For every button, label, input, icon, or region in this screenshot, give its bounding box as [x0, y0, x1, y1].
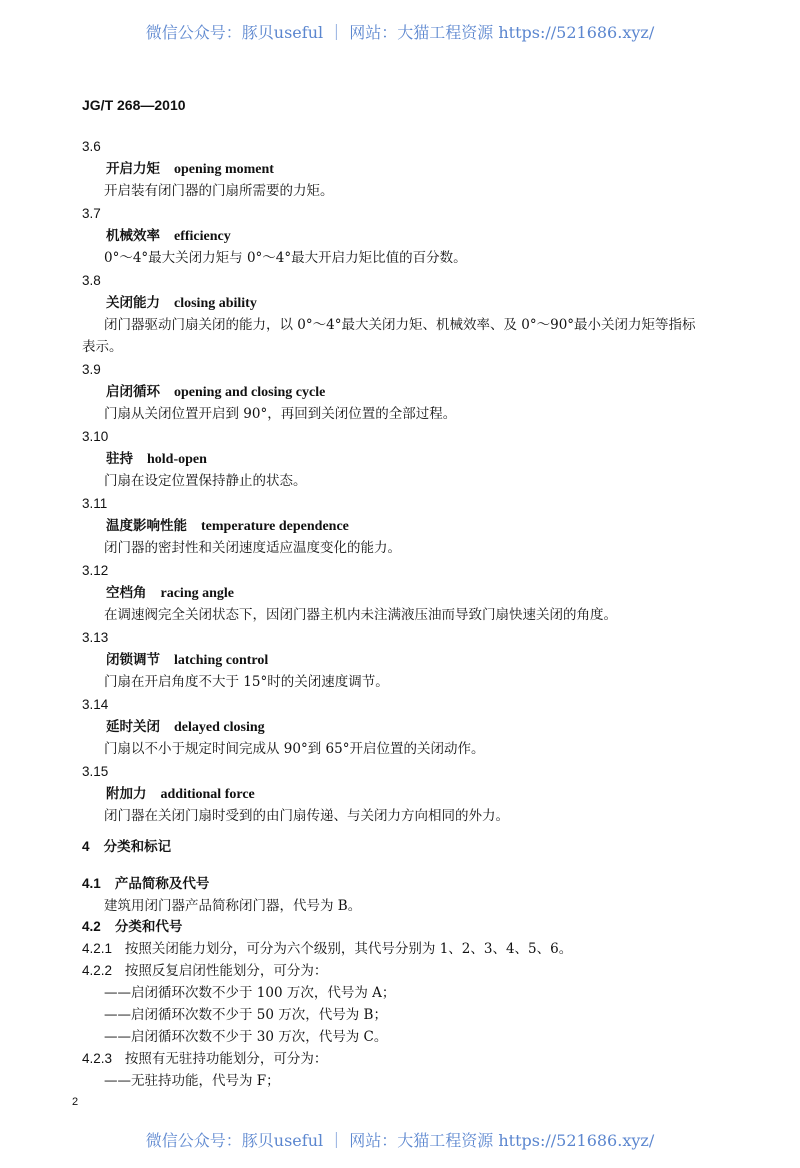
- term-number: 3.11: [82, 496, 108, 511]
- term-number: 3.9: [82, 362, 101, 377]
- term-english: hold-open: [147, 452, 207, 467]
- term-chinese: 温度影响性能: [106, 518, 187, 534]
- term-definition: 在调速阀完全关闭状态下，因闭门器主机内未注满液压油而导致门扇快速关闭的角度。: [104, 607, 617, 623]
- term-heading: [106, 160, 274, 179]
- term-english: temperature dependence: [201, 519, 349, 534]
- term-number: 3.13: [82, 630, 109, 645]
- term-heading: [106, 517, 349, 536]
- section-4-2-3: 4.2.3 按照有无驻持功能划分，可分为：: [82, 1051, 328, 1067]
- section-4-1-text: 建筑用闭门器产品简称闭门器，代号为 B。: [104, 898, 362, 914]
- term-number: 3.7: [82, 206, 101, 221]
- term-number: 3.8: [82, 273, 101, 288]
- term-definition: 闭门器驱动门扇关闭的能力，以 0°～4°最大关闭力矩、机械效率、及 0°～90°最小关闭力矩等指标: [104, 317, 696, 333]
- term-heading: [106, 718, 265, 737]
- term-chinese: 关闭能力: [106, 295, 160, 311]
- term-chinese: 机械效率: [106, 228, 160, 244]
- section-4-heading: 4 分类和标记: [82, 839, 172, 855]
- section-4-2-2: 4.2.2 按照反复启闭性能划分，可分为：: [82, 963, 328, 979]
- term-number: 3.6: [82, 139, 101, 154]
- list-item: ——启闭循环次数不少于 100 万次，代号为 A；: [104, 985, 396, 1001]
- term-definition: 0°～4°最大关闭力矩与 0°～4°最大开启力矩比值的百分数。: [104, 250, 467, 266]
- watermark-header: 微信公众号：豚贝useful ｜ 网站：大猫工程资源 https://521686.xyz/: [145, 23, 655, 42]
- term-heading: [106, 450, 207, 469]
- term-english: efficiency: [174, 229, 231, 244]
- document-code: JG/T 268—2010: [82, 97, 186, 113]
- term-heading: [106, 785, 255, 804]
- term-chinese: 闭锁调节: [106, 652, 160, 668]
- term-chinese: 空档角: [106, 585, 147, 601]
- section-4-1-heading: 4.1 产品简称及代号: [82, 876, 210, 892]
- term-number: 3.10: [82, 429, 109, 444]
- list-item: ——启闭循环次数不少于 30 万次，代号为 C。: [104, 1029, 388, 1045]
- term-english: opening moment: [174, 162, 274, 177]
- term-definition: 门扇在开启角度不大于 15°时的关闭速度调节。: [104, 674, 389, 690]
- term-chinese: 驻持: [106, 451, 133, 467]
- term-definition: 闭门器的密封性和关闭速度适应温度变化的能力。: [104, 540, 401, 556]
- section-4-2-heading: 4.2 分类和代号: [82, 919, 183, 935]
- term-english: racing angle: [160, 586, 234, 601]
- term-chinese: 附加力: [106, 786, 147, 802]
- term-english: additional force: [160, 787, 255, 802]
- term-definition: 闭门器在关闭门扇时受到的由门扇传递、与关闭力方向相同的外力。: [104, 808, 509, 824]
- page-number: 2: [72, 1096, 79, 1108]
- term-number: 3.12: [82, 563, 109, 578]
- term-heading: [106, 651, 268, 670]
- term-definition: 门扇从关闭位置开启到 90°，再回到关闭位置的全部过程。: [104, 406, 457, 422]
- term-definition: 表示。: [82, 339, 123, 355]
- term-definition: 门扇在设定位置保持静止的状态。: [104, 473, 307, 489]
- term-heading: [106, 584, 234, 603]
- term-english: delayed closing: [174, 720, 265, 735]
- term-chinese: 启闭循环: [106, 384, 160, 400]
- term-chinese: 开启力矩: [106, 161, 160, 177]
- list-item: ——启闭循环次数不少于 50 万次，代号为 B；: [104, 1007, 387, 1023]
- term-english: latching control: [174, 653, 269, 668]
- watermark-footer: 微信公众号：豚贝useful ｜ 网站：大猫工程资源 https://521686.xyz/: [145, 1131, 655, 1150]
- term-heading: [106, 294, 257, 313]
- term-heading: [106, 383, 325, 402]
- term-number: 3.15: [82, 764, 109, 779]
- term-english: closing ability: [174, 296, 257, 311]
- term-definition: 开启装有闭门器的门扇所需要的力矩。: [104, 183, 334, 199]
- term-definition: 门扇以不小于规定时间完成从 90°到 65°开启位置的关闭动作。: [104, 741, 485, 757]
- term-heading: [106, 227, 231, 246]
- list-item: ——无驻持功能，代号为 F；: [104, 1073, 280, 1089]
- term-chinese: 延时关闭: [106, 719, 160, 735]
- section-4-2-1: 4.2.1 按照关闭能力划分，可分为六个级别，其代号分别为 1、2、3、4、5、6。: [82, 941, 573, 957]
- term-number: 3.14: [82, 697, 109, 712]
- term-english: opening and closing cycle: [174, 385, 326, 400]
